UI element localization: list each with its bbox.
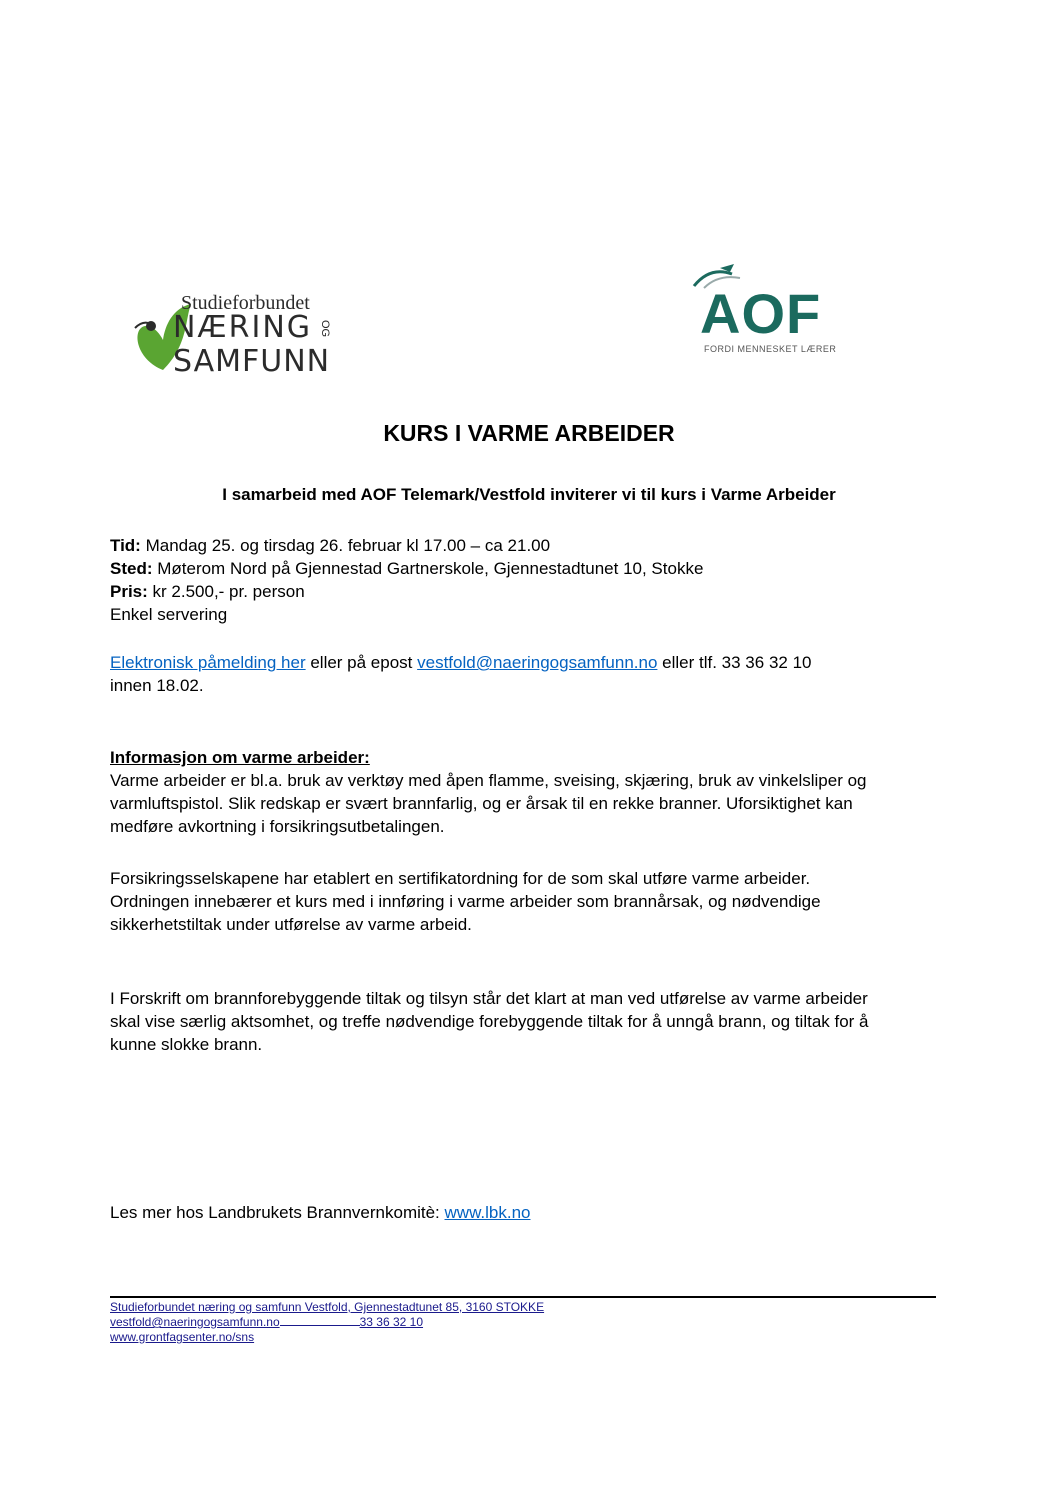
sns-logo-line3: SAMFUNN xyxy=(173,344,331,379)
sted-value: Møterom Nord på Gjennestad Gartnerskole, Gjennestadtunet 10, Stokke xyxy=(152,559,704,578)
info-para1-line: varmluftspistol. Slik redskap er svært brannfarlig, og er årsak til en rekke branner. Uforsiktighet kan xyxy=(110,794,853,813)
info-para3 xyxy=(110,987,869,1056)
info-para3-line: skal vise særlig aktsomhet, og treffe nødvendige forebyggende tiltak for å unngå brann, og tiltak for å xyxy=(110,1012,869,1031)
signup-text1: eller på epost xyxy=(305,653,418,672)
info-para1-line: Varme arbeider er bl.a. bruk av verktøy med åpen flamme, sveising, skjæring, bruk av vinkelsliper og xyxy=(110,771,867,790)
aof-logo-tagline: FORDI MENNESKET LÆRER xyxy=(704,344,837,354)
footer-email-link[interactable]: vestfold@naeringogsamfunn.no xyxy=(110,1315,280,1329)
sted-label: Sted: xyxy=(110,559,153,578)
page-subtitle: I samarbeid med AOF Telemark/Vestfold inviterer vi til kurs i Varme Arbeider xyxy=(222,485,836,504)
signup-text2: eller tlf. 33 36 32 10 xyxy=(657,653,812,672)
page-title: KURS I VARME ARBEIDER xyxy=(383,420,675,446)
detail-sted xyxy=(110,557,703,580)
info-heading: Informasjon om varme arbeider: xyxy=(110,748,370,767)
tid-label: Tid: xyxy=(110,536,141,555)
sns-logo-line2: NÆRING xyxy=(173,310,313,345)
footer-divider xyxy=(110,1296,936,1298)
signup-link[interactable]: Elektronisk påmelding her xyxy=(110,653,306,672)
info-para2-line: sikkerhetstiltak under utførelse av varme arbeid. xyxy=(110,915,472,934)
detail-pris xyxy=(110,580,703,603)
info-para2 xyxy=(110,867,821,936)
detail-tid xyxy=(110,534,703,557)
course-details xyxy=(110,534,703,626)
info-para1 xyxy=(110,769,867,838)
footer-address-link[interactable]: Studieforbundet næring og samfunn Vestfold, Gjennestadtunet 85, 3160 STOKKE xyxy=(110,1300,545,1314)
signup-deadline: innen 18.02. xyxy=(110,676,204,695)
footer xyxy=(110,1300,544,1345)
aof-logo-text: AOF xyxy=(700,282,822,345)
signup-email-link[interactable]: vestfold@naeringogsamfunn.no xyxy=(417,653,658,672)
info-para1-line: medføre avkortning i forsikringsutbetalingen. xyxy=(110,817,445,836)
detail-servering: Enkel servering xyxy=(110,605,228,624)
info-para3-line: I Forskrift om brannforebyggende tiltak og tilsyn står det klart at man ved utførelse av varme arbeider xyxy=(110,989,868,1008)
footer-web-link[interactable]: www.grontfagsenter.no/sns xyxy=(110,1330,255,1344)
signup-section xyxy=(110,651,811,697)
aof-logo xyxy=(690,264,860,359)
sns-logo xyxy=(133,292,353,387)
info-section xyxy=(110,746,867,838)
footer-spacer xyxy=(280,1315,360,1326)
footer-phone-link[interactable]: 33 36 32 10 xyxy=(359,1315,424,1329)
lbk-link[interactable]: www.lbk.no xyxy=(444,1203,531,1222)
more-info-text: Les mer hos Landbrukets Brannvernkomitè: xyxy=(110,1203,445,1222)
pris-value: kr 2.500,- pr. person xyxy=(147,582,305,601)
sns-logo-line1: Studieforbundet xyxy=(181,292,310,314)
pris-label: Pris: xyxy=(110,582,148,601)
info-para2-line: Ordningen innebærer et kurs med i innføring i varme arbeider som brannårsak, og nødvendige xyxy=(110,892,821,911)
tid-value: Mandag 25. og tirsdag 26. februar kl 17.00 – ca 21.00 xyxy=(140,536,551,555)
more-info xyxy=(110,1201,531,1224)
info-para3-line: kunne slokke brann. xyxy=(110,1035,263,1054)
sns-logo-og: OG xyxy=(319,320,331,338)
info-para2-line: Forsikringsselskapene har etablert en sertifikatordning for de som skal utføre varme arbeider. xyxy=(110,869,811,888)
